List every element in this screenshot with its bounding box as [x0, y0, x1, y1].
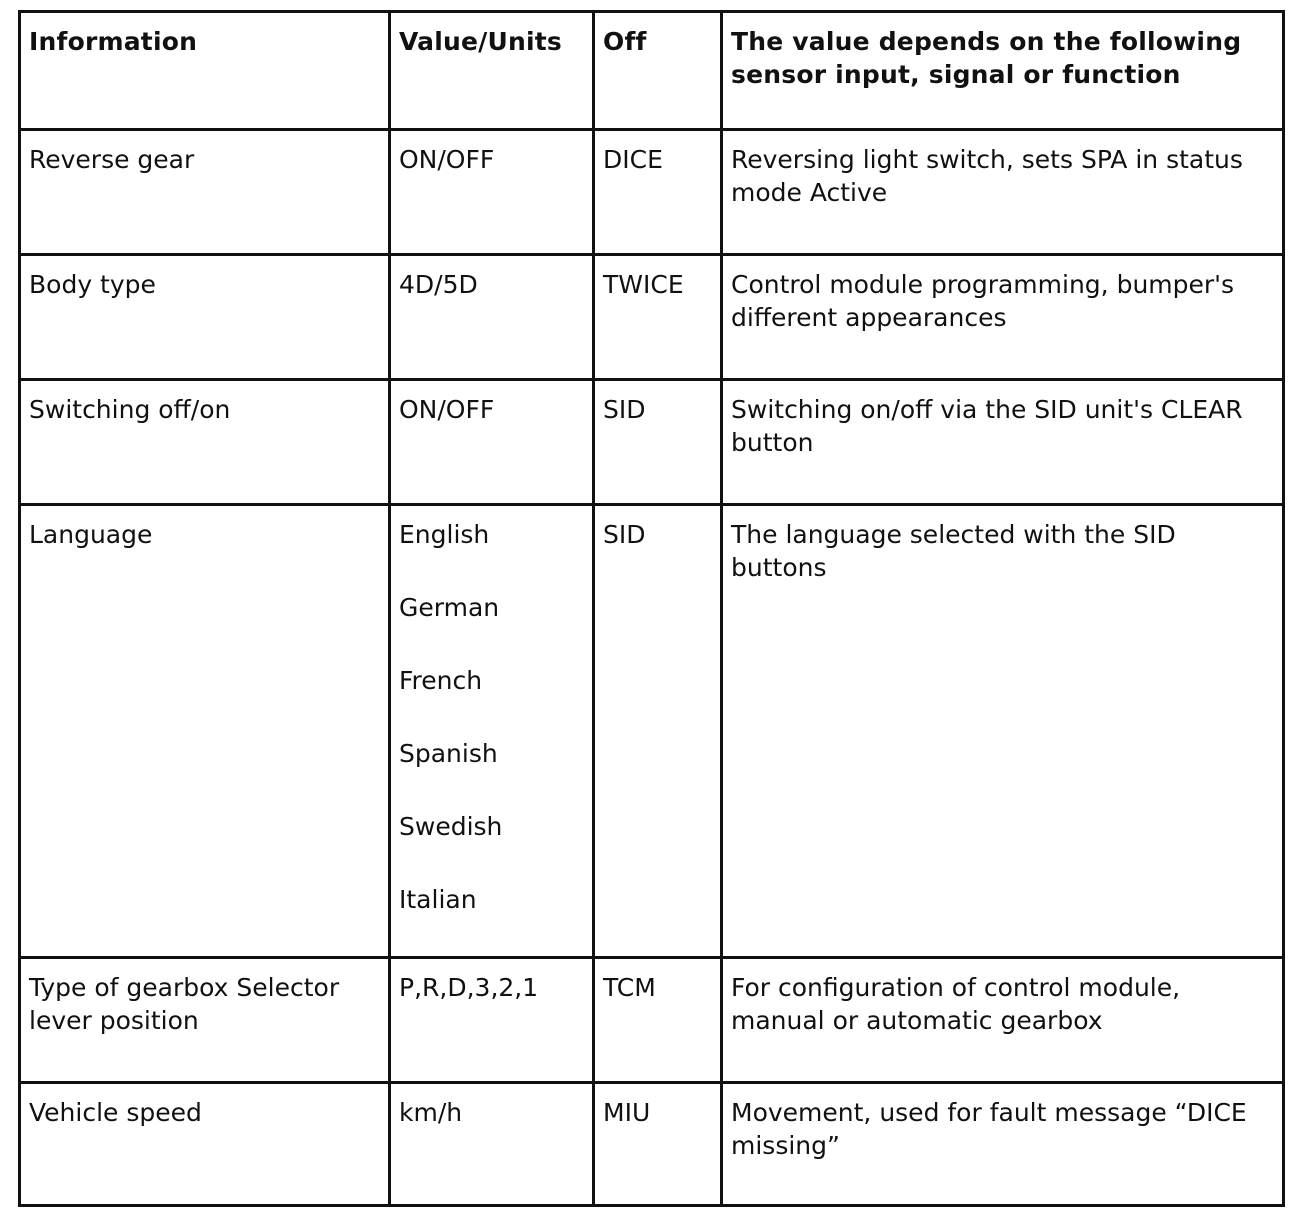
language-option: German [399, 593, 500, 622]
cell-off: MIU [594, 1083, 722, 1206]
header-value-units: Value/Units [390, 12, 594, 130]
cell-off: TWICE [594, 255, 722, 380]
language-list [399, 518, 584, 956]
cell-depends: Control module programming, bumper's different appearances [722, 255, 1284, 380]
header-information: Information [20, 12, 390, 130]
table-row [20, 380, 1284, 505]
information-table [18, 10, 1285, 1207]
cell-information: Body type [20, 255, 390, 380]
language-option: French [399, 666, 483, 695]
table-row [20, 130, 1284, 255]
cell-value-list [390, 505, 594, 958]
cell-off: DICE [594, 130, 722, 255]
cell-value: P,R,D,3,2,1 [390, 958, 594, 1083]
language-option: Italian [399, 885, 477, 914]
header-off: Off [594, 12, 722, 130]
cell-information: Switching off/on [20, 380, 390, 505]
cell-off: TCM [594, 958, 722, 1083]
cell-information: Reverse gear [20, 130, 390, 255]
cell-information: Type of gearbox Selector lever position [20, 958, 390, 1083]
table-row [20, 1083, 1284, 1206]
cell-information: Language [20, 505, 390, 958]
cell-information: Vehicle speed [20, 1083, 390, 1206]
cell-depends: Switching on/off via the SID unit's CLEAR button [722, 380, 1284, 505]
cell-value: ON/OFF [390, 130, 594, 255]
table-row [20, 958, 1284, 1083]
language-option: Spanish [399, 739, 498, 768]
cell-depends: For configuration of control module, manual or automatic gearbox [722, 958, 1284, 1083]
cell-depends: Movement, used for fault message “DICE missing” [722, 1083, 1284, 1206]
language-option: Swedish [399, 812, 503, 841]
cell-value: 4D/5D [390, 255, 594, 380]
header-depends: The value depends on the following sensor input, signal or function [722, 12, 1284, 130]
cell-depends: The language selected with the SID buttons [722, 505, 1284, 958]
table-header-row [20, 12, 1284, 130]
cell-off: SID [594, 505, 722, 958]
table-row [20, 255, 1284, 380]
cell-depends: Reversing light switch, sets SPA in status mode Active [722, 130, 1284, 255]
cell-off: SID [594, 380, 722, 505]
language-option: English [399, 520, 490, 549]
cell-value: ON/OFF [390, 380, 594, 505]
table-row [20, 505, 1284, 958]
cell-value: km/h [390, 1083, 594, 1206]
